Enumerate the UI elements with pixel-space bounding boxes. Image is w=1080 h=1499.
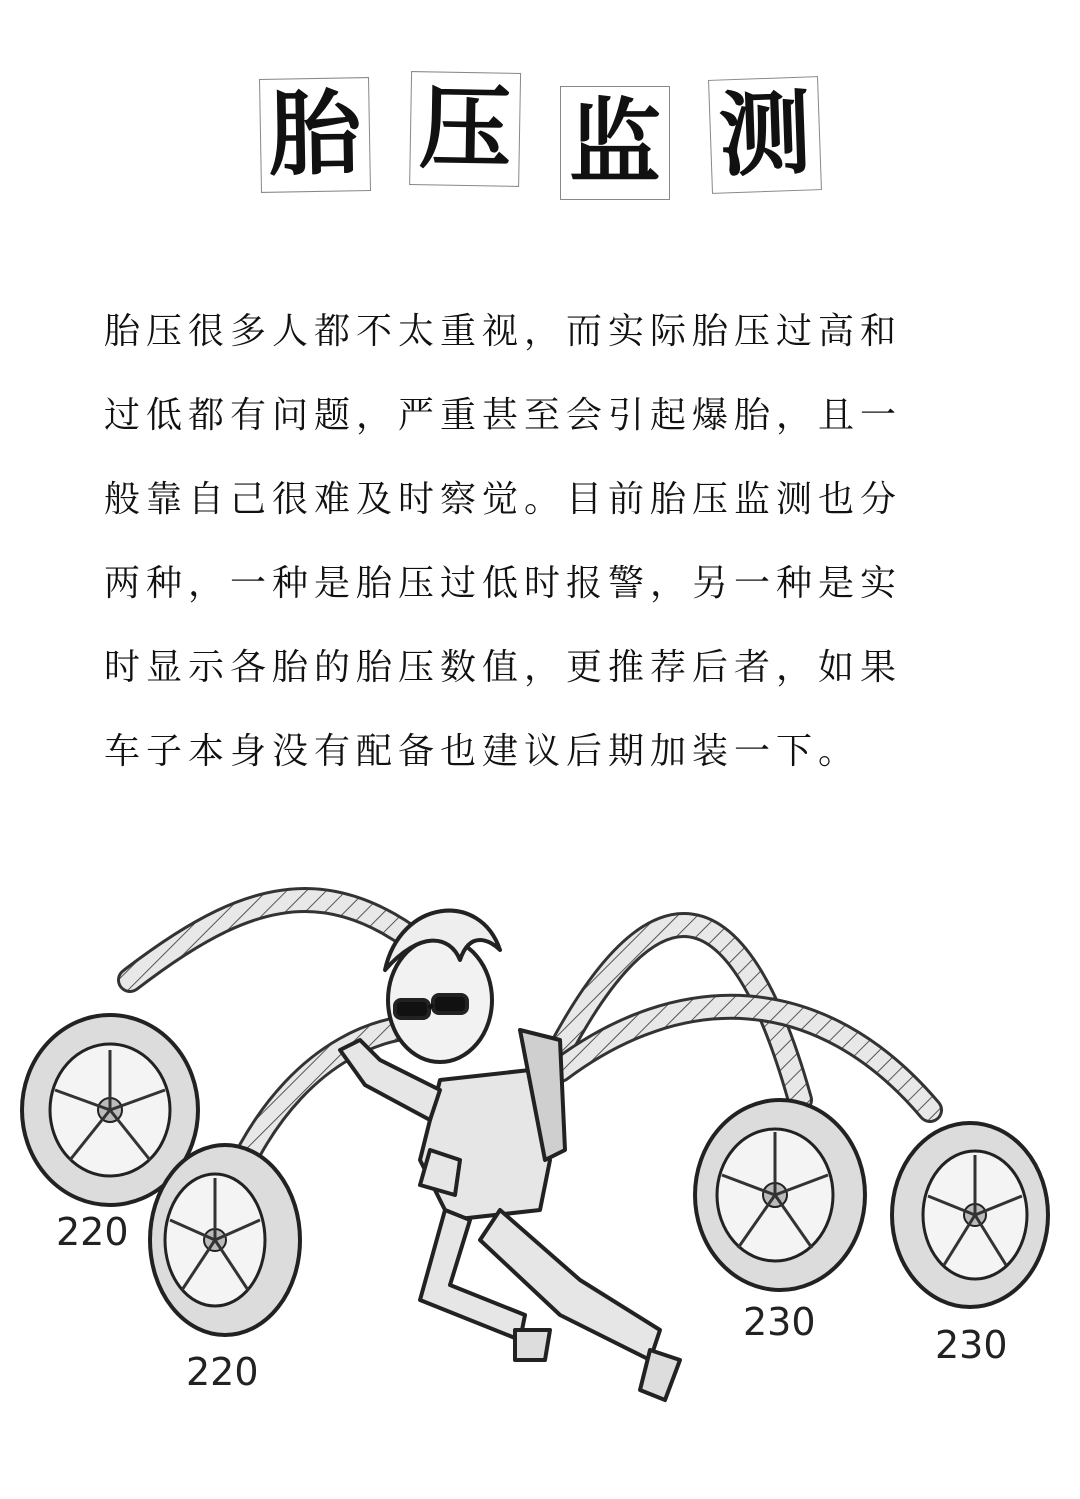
body-line-2: 过低都有问题，严重甚至会引起爆胎，且一 — [104, 395, 903, 436]
running-man — [340, 911, 680, 1400]
tire-rear-right — [892, 1123, 1048, 1307]
title-char-1: 胎 — [259, 77, 371, 193]
body-line-5: 时显示各胎的胎压数值，更推荐后者，如果 — [104, 647, 903, 688]
body-line-3: 般靠自己很难及时察觉。目前胎压监测也分 — [104, 479, 903, 520]
title-char-2: 压 — [409, 71, 521, 187]
tire-front-right — [695, 1100, 865, 1290]
title-char-3: 监 — [560, 86, 670, 200]
title-char-4: 测 — [708, 76, 822, 194]
tire-rear-left — [150, 1145, 300, 1335]
page-title — [0, 74, 1080, 196]
tire-label-rear-right: 230 — [935, 1323, 1008, 1367]
body-paragraph — [104, 290, 1004, 794]
body-line-4: 两种，一种是胎压过低时报警，另一种是实 — [104, 563, 903, 604]
tire-label-front-right: 230 — [743, 1300, 816, 1344]
tire-pressure-illustration — [0, 860, 1080, 1480]
tire-label-front-left: 220 — [56, 1210, 129, 1254]
body-line-6: 车子本身没有配备也建议后期加装一下。 — [104, 731, 861, 772]
body-line-1: 胎压很多人都不太重视，而实际胎压过高和 — [104, 311, 903, 352]
tire-label-rear-left: 220 — [186, 1350, 259, 1394]
